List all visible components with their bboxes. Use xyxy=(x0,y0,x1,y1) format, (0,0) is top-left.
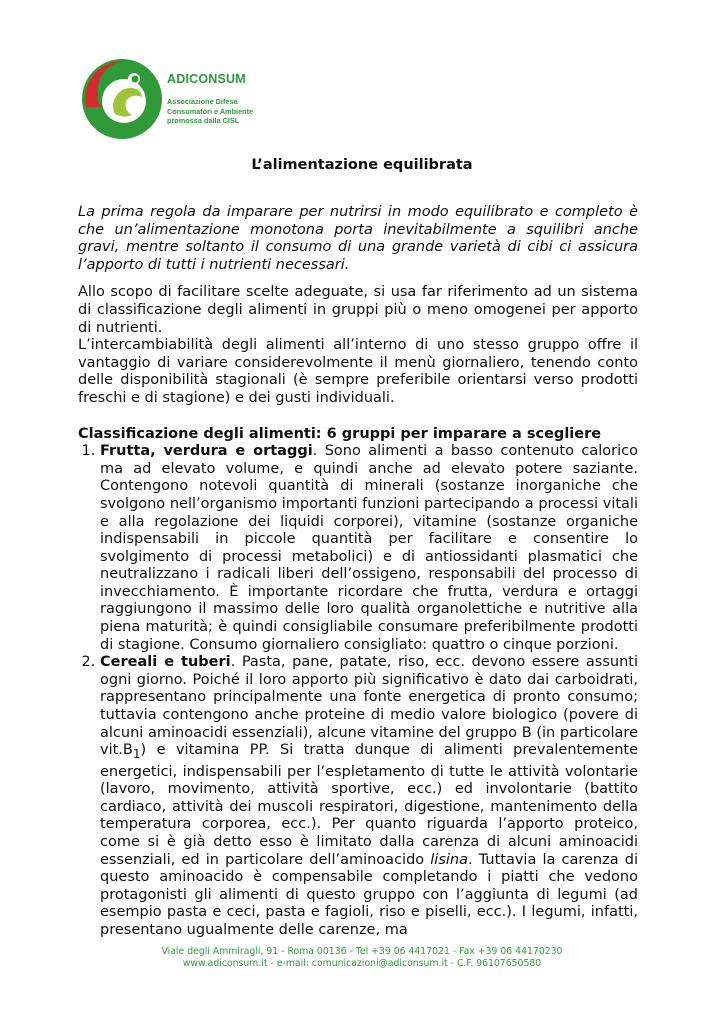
footer-address: Viale degli Ammiragli, 91 - Roma 00136 - Tel +39 06 4417021 - Fax +39 06 44170230 xyxy=(161,946,563,957)
page-footer xyxy=(0,946,724,971)
brand-subtitle xyxy=(167,97,253,126)
brand-sub-line: Consumatori e Ambiente xyxy=(167,106,254,116)
adiconsum-logo xyxy=(80,57,280,143)
intro-paragraph: La prima regola da imparare per nutrirsi in modo equilibrato e completo è che un’alimentazione monotona porta inevitabilmente a squilibri anche gravi, mentre soltanto il consumo di una grande varietà di cibi ci assicura l’apporto di tutti i nutrienti necessari. xyxy=(78,204,638,273)
footer-contacts: www.adiconsum.it - e-mail: comunicazioni@adiconsum.it - C.F. 96107650580 xyxy=(182,958,542,970)
body-paragraph: Allo scopo di facilitare scelte adeguate, si usa far riferimento ad un sistema di classificazione degli alimenti in gruppi più o meno omogenei per apporto di nutrienti. xyxy=(78,284,638,336)
document-body xyxy=(78,204,638,940)
body-paragraph: L’intercambiabilità degli alimenti all’interno di uno stesso gruppo offre il vantaggio di variare considerevolmente il menù giornaliero, tenendo conto delle disponibilità stagionali (è sempre preferibile orientarsi verso prodotti freschi e di stagione) e dei gusti individuali. xyxy=(78,337,638,406)
list-item xyxy=(100,654,638,939)
group-text: . Pasta, pane, patate, riso, ecc. devono essere assunti ogni giorno. Poiché il loro apporto più significativo è dato dai carboidrati, rappresentano principalmente una fonte energetica di pronto consumo; tuttavia contengono anche proteine di medio valore biologico (povere di alcuni aminoacidi essenziali), alcune vitamine del gruppo B (in particolare vit.B xyxy=(100,654,638,759)
brand-sub-line: promossa dalla CISL xyxy=(167,116,240,125)
section-title: Classificazione degli alimenti: 6 gruppi per imparare a scegliere xyxy=(78,425,602,442)
brand-sub-line: Associazione Difesa xyxy=(167,97,238,106)
adiconsum-emblem-icon xyxy=(80,57,164,141)
group-name: Frutta, verdura e ortaggi xyxy=(100,443,313,460)
document-title: L’alimentazione equilibrata xyxy=(251,157,473,173)
list-item xyxy=(100,443,638,654)
food-groups-list xyxy=(78,443,638,940)
group-text: ) e vitamina PP. Si tratta dunque di alimenti prevalentemente energetici, indispensabili per l’espletamento di tutte le attività volontarie (lavoro, movimento, attività sportive, ecc.) ed involontarie (battito cardiaco, attività dei muscoli respiratori, digestione, mantenimento della temperatura corporea, ecc.). Per quanto riguarda l’apporto proteico, come si è già detto esso è limitato dalla carenza di alcuni aminoacidi essenziali, ed in particolare dell’aminoacido xyxy=(100,742,638,868)
brand-name: ADICONSUM xyxy=(167,72,246,86)
group-text: . Sono alimenti a basso contenuto calorico ma ad elevato volume, e quindi anche ad elevato potere saziante. Contengono notevoli quantità di minerali (sostanze inorganiche che svolgono nell’organismo importanti funzioni partecipando a processi vitali e alla regolazione dei liquidi corporei), vitamine (sostanze organiche indispensabili in piccole quantità per facilitare e consentire lo svolgimento di processi metabolici) e di antiossidanti plasmatici che neutralizzano i radicali liberi dell’ossigeno, responsabili del processo di invecchiamento. È importante ricordare che frutta, verdura e ortaggi raggiungono il massimo delle loro qualità organolettiche e nutritive alla piena maturità; è quindi consigliabile consumare preferibilmente prodotti di stagione. Consumo giornaliero consigliato: quattro o cinque porzioni. xyxy=(100,443,638,653)
italic-term: lisina xyxy=(430,851,468,868)
vitamin-subscript: 1 xyxy=(132,747,141,762)
group-text: . Tuttavia la carenza di questo aminoacido è compensabile completando i piatti che vedono protagonisti gli alimenti di questo gruppo con l’aggiunta di legumi (ad esempio pasta e ceci, pasta e fagioli, riso e piselli, ecc.). I legumi, infatti, presentano ugualmente delle carenze, ma xyxy=(100,851,638,939)
group-name: Cereali e tuberi xyxy=(100,654,231,671)
